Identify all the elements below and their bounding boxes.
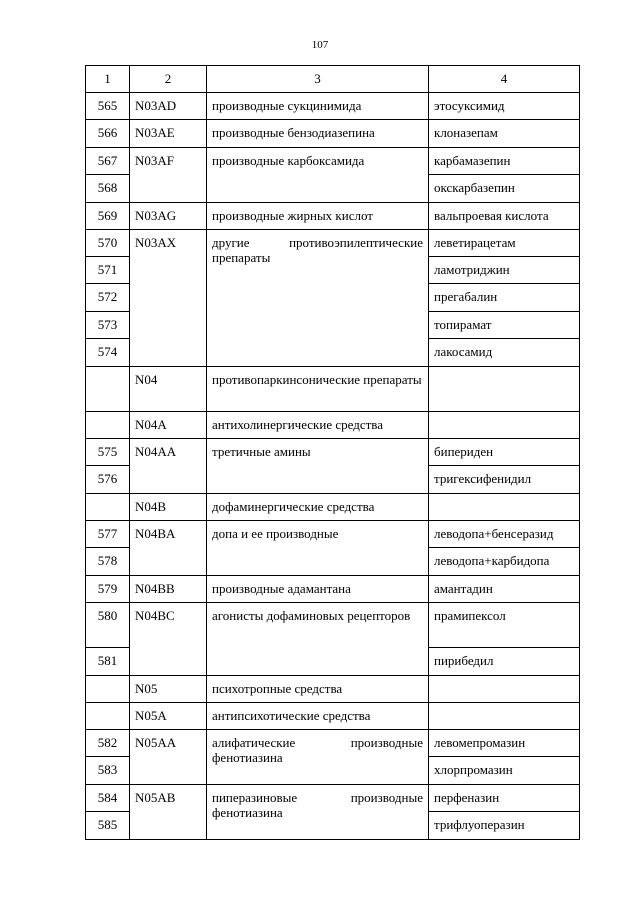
page-number: 107	[311, 39, 329, 51]
drug-name: трифлуоперазин	[429, 812, 580, 840]
table-row	[86, 412, 580, 439]
drug-group: производные карбоксамида	[207, 148, 429, 203]
drug-name	[429, 676, 580, 703]
table-row	[86, 576, 580, 603]
drug-name: леветирацетам	[429, 230, 580, 257]
row-number: 568	[86, 175, 130, 203]
atc-code: N04BC	[130, 603, 207, 676]
atc-code: N05	[130, 676, 207, 703]
table-row	[86, 703, 580, 730]
row-number: 569	[86, 203, 130, 230]
drug-name: леводопа+карбидопа	[429, 548, 580, 576]
header-col-4: 4	[429, 66, 580, 93]
atc-code: N04BB	[130, 576, 207, 603]
row-number	[86, 676, 130, 703]
drug-name: хлорпромазин	[429, 757, 580, 785]
drug-group: производные жирных кислот	[207, 203, 429, 230]
drug-group: антихолинергические средства	[207, 412, 429, 439]
drug-name: клоназепам	[429, 120, 580, 148]
table-row	[86, 148, 580, 175]
row-number: 575	[86, 439, 130, 466]
drug-name	[429, 703, 580, 730]
row-number	[86, 494, 130, 521]
atc-code: N03AD	[130, 93, 207, 120]
table-row	[86, 730, 580, 757]
header-col-3: 3	[207, 66, 429, 93]
atc-code: N05AB	[130, 785, 207, 840]
drug-group: другие противоэпилептические препараты	[207, 230, 429, 367]
atc-code: N04A	[130, 412, 207, 439]
row-number: 577	[86, 521, 130, 548]
row-number: 581	[86, 648, 130, 676]
drug-name: левомепромазин	[429, 730, 580, 757]
atc-code: N04B	[130, 494, 207, 521]
header-col-2: 2	[130, 66, 207, 93]
atc-code: N03AX	[130, 230, 207, 367]
drug-group: допа и ее производные	[207, 521, 429, 576]
table-row	[86, 603, 580, 648]
atc-code: N04AA	[130, 439, 207, 494]
row-number: 570	[86, 230, 130, 257]
drug-name: топирамат	[429, 312, 580, 339]
table-row	[86, 120, 580, 148]
row-number: 582	[86, 730, 130, 757]
drug-name: лакосамид	[429, 339, 580, 367]
table-row	[86, 367, 580, 412]
table-header-row	[86, 66, 580, 93]
table-row	[86, 676, 580, 703]
atc-code: N04BA	[130, 521, 207, 576]
row-number: 583	[86, 757, 130, 785]
drug-group: пиперазиновые производные фенотиазина	[207, 785, 429, 840]
row-number: 573	[86, 312, 130, 339]
drug-group: психотропные средства	[207, 676, 429, 703]
drug-name: перфеназин	[429, 785, 580, 812]
row-number: 567	[86, 148, 130, 175]
drug-group: производные адамантана	[207, 576, 429, 603]
drug-name: ламотриджин	[429, 257, 580, 284]
drug-group: антипсихотические средства	[207, 703, 429, 730]
atc-code: N05AA	[130, 730, 207, 785]
drug-name: пирибедил	[429, 648, 580, 676]
drug-group: третичные амины	[207, 439, 429, 494]
table-row	[86, 230, 580, 257]
drug-classification-table	[85, 65, 580, 840]
drug-name	[429, 412, 580, 439]
row-number	[86, 367, 130, 412]
row-number: 571	[86, 257, 130, 284]
atc-code: N05A	[130, 703, 207, 730]
drug-name: леводопа+бенсеразид	[429, 521, 580, 548]
drug-name: карбамазепин	[429, 148, 580, 175]
atc-code: N04	[130, 367, 207, 412]
row-number: 565	[86, 93, 130, 120]
row-number: 566	[86, 120, 130, 148]
atc-code: N03AG	[130, 203, 207, 230]
row-number	[86, 412, 130, 439]
drug-name: прегабалин	[429, 284, 580, 312]
table-row	[86, 521, 580, 548]
drug-name: тригексифенидил	[429, 466, 580, 494]
table-row	[86, 494, 580, 521]
drug-group: производные сукцинимида	[207, 93, 429, 120]
table-row	[86, 785, 580, 812]
drug-name: этосуксимид	[429, 93, 580, 120]
atc-code: N03AE	[130, 120, 207, 148]
drug-name: бипериден	[429, 439, 580, 466]
drug-group: агонисты дофаминовых рецепторов	[207, 603, 429, 676]
table-row	[86, 93, 580, 120]
row-number: 585	[86, 812, 130, 840]
row-number: 579	[86, 576, 130, 603]
table-row	[86, 439, 580, 466]
drug-group: алифатические производные фенотиазина	[207, 730, 429, 785]
row-number	[86, 703, 130, 730]
table-row	[86, 203, 580, 230]
drug-group: противопаркинсонические препараты	[207, 367, 429, 412]
drug-name: окскарбазепин	[429, 175, 580, 203]
drug-group: дофаминергические средства	[207, 494, 429, 521]
row-number: 572	[86, 284, 130, 312]
row-number: 574	[86, 339, 130, 367]
row-number: 580	[86, 603, 130, 648]
drug-name: амантадин	[429, 576, 580, 603]
atc-code: N03AF	[130, 148, 207, 203]
drug-name: прамипексол	[429, 603, 580, 648]
drug-group: производные бензодиазепина	[207, 120, 429, 148]
header-col-1: 1	[86, 66, 130, 93]
drug-name	[429, 494, 580, 521]
drug-name: вальпроевая кислота	[429, 203, 580, 230]
drug-name	[429, 367, 580, 412]
row-number: 576	[86, 466, 130, 494]
row-number: 584	[86, 785, 130, 812]
row-number: 578	[86, 548, 130, 576]
